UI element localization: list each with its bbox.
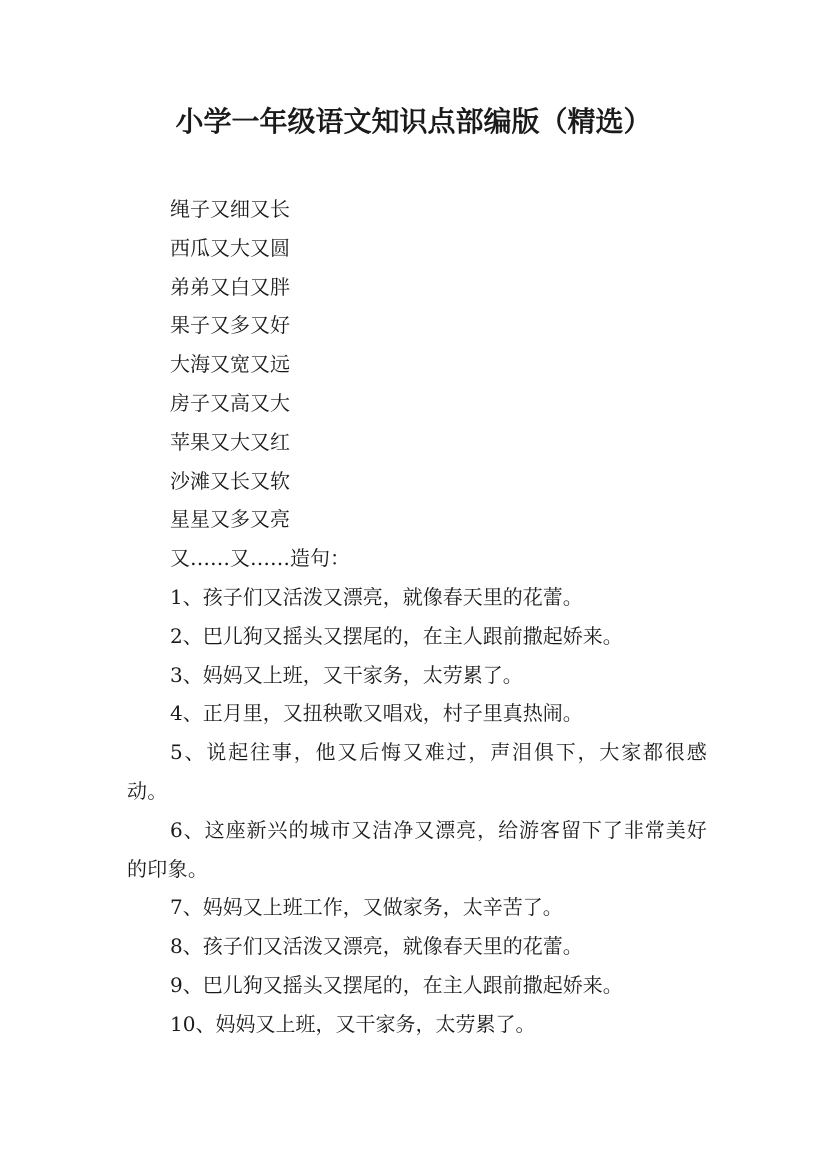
document-body [127, 190, 707, 1044]
page-title: 小学一年级语文知识点部编版（精选） [175, 105, 652, 138]
text-line: 星星又多又亮 [170, 507, 290, 532]
text-line: 弟弟又白又胖 [170, 274, 290, 299]
example-sentence: 9、巴儿狗又摇头又摆尾的，在主人跟前撒起娇来。 [170, 972, 623, 997]
text-line: 绳子又细又长 [170, 197, 290, 221]
text-line: 西瓜又大又圆 [170, 235, 290, 260]
example-sentence: 6、这座新兴的城市又洁净又漂亮，给游客留下了非常美好的印象。 [127, 817, 707, 881]
example-sentence: 5、说起往事，他又后悔又难过，声泪俱下，大家都很感动。 [127, 740, 707, 803]
example-sentence: 3、妈妈又上班，又干家务，太劳累了。 [170, 662, 523, 687]
example-sentence: 2、巴儿狗又摇头又摆尾的，在主人跟前撒起娇来。 [170, 623, 623, 648]
text-line: 沙滩又长又软 [170, 468, 290, 493]
example-sentence: 4、正月里，又扭秧歌又唱戏，村子里真热闹。 [170, 701, 583, 726]
text-line: 房子又高又大 [170, 390, 290, 415]
example-sentence: 1、孩子们又活泼又漂亮，就像春天里的花蕾。 [170, 584, 583, 609]
section-heading: 又……又……造句： [170, 546, 350, 571]
example-sentence: 10、妈妈又上班，又干家务，太劳累了。 [170, 1011, 536, 1036]
example-sentence: 8、孩子们又活泼又漂亮，就像春天里的花蕾。 [170, 934, 583, 959]
text-line: 果子又多又好 [170, 313, 290, 338]
example-sentence: 7、妈妈又上班工作，又做家务，太辛苦了。 [170, 895, 563, 920]
text-line: 大海又宽又远 [170, 352, 290, 377]
text-line: 苹果又大又红 [170, 429, 290, 454]
